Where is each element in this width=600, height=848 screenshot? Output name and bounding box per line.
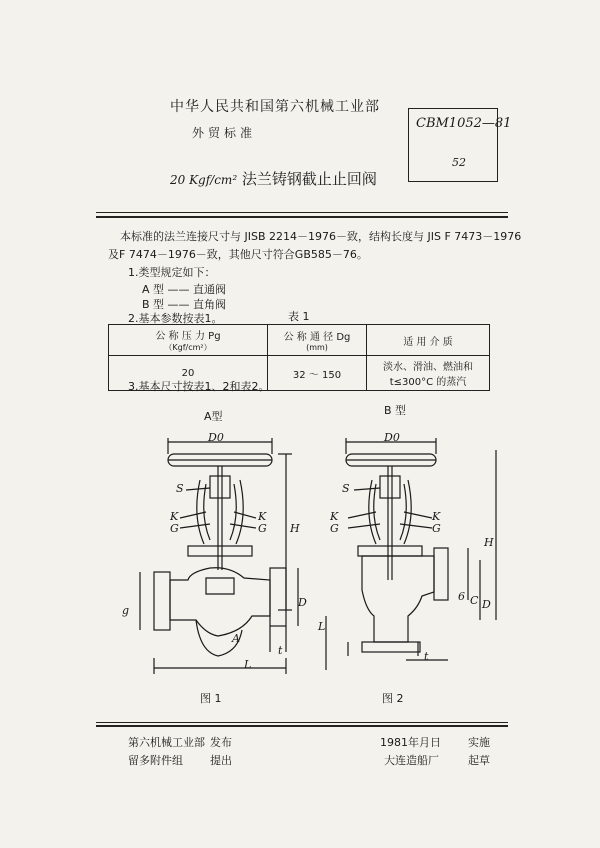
figure-b-drawing <box>318 420 500 690</box>
approver: 留多附件组 <box>128 754 183 767</box>
approve-label: 提出 <box>210 754 232 767</box>
footer-rule <box>96 725 508 727</box>
effective-label: 实施 <box>468 736 490 749</box>
figure-2-caption: 图 2 <box>382 692 404 705</box>
header-medium <box>367 325 490 356</box>
label-g-lower-a: g <box>122 604 130 617</box>
intro-line-1: 本标准的法兰连接尺寸与 JISB 2214－1976－致，结构长度与 JIS F 7473－1976 <box>120 230 522 243</box>
label-c-b: C <box>470 594 479 607</box>
issuer: 第六机械工业部 <box>128 736 205 749</box>
label-k-a-left: K <box>170 510 179 523</box>
label-d0-b: D0 <box>384 431 400 444</box>
header-diameter-unit: (mm) <box>306 343 328 352</box>
label-dg-b: 6 <box>458 590 465 603</box>
type-a: A 型 —— 直通阀 <box>142 283 227 296</box>
intro-line-2: 及F 7474－1976－致，其他尺寸符合GB585－76。 <box>108 248 368 261</box>
label-t-a: t <box>278 644 283 657</box>
figure-1-caption: 图 1 <box>200 692 222 705</box>
table1-caption: 表 1 <box>288 310 310 323</box>
cell-pressure: 20 <box>109 356 268 391</box>
effective-date: 1981年月日 <box>380 736 441 749</box>
drafter: 大连造船厂 <box>384 754 439 767</box>
label-g-b-left: G <box>330 522 339 535</box>
ministry-heading: 中华人民共和国第六机械工业部 <box>170 99 380 115</box>
item-2: 2.基本参数按表1。 <box>128 312 223 325</box>
label-g-a-left: G <box>170 522 179 535</box>
header-pressure-unit: （Kgf/cm²） <box>164 343 212 352</box>
cell-diameter: 32 ～ 150 <box>268 356 367 391</box>
figure-b-type-label: B 型 <box>384 404 407 417</box>
header-medium-main: 适 用 介 质 <box>403 336 453 348</box>
document-title <box>170 168 377 189</box>
item-1: 1.类型规定如下： <box>128 266 216 279</box>
header-diameter <box>268 325 367 356</box>
header-pressure <box>109 325 268 356</box>
figure-a-type-label: A型 <box>204 410 223 423</box>
label-s-a: S <box>176 482 184 495</box>
label-h-b: H <box>484 536 494 549</box>
label-k-b-right: K <box>432 510 441 523</box>
label-d0-a: D0 <box>208 431 224 444</box>
top-rule <box>96 212 508 213</box>
top-rule-thick <box>96 216 508 218</box>
header-diameter-main: 公 称 通 径 Dg <box>283 332 351 343</box>
label-a-a: A <box>232 632 240 645</box>
issue-label: 发布 <box>210 736 232 749</box>
footer-rule-thick <box>96 722 508 723</box>
label-s-b: S <box>342 482 350 495</box>
label-h-a: H <box>290 522 300 535</box>
label-g-b-right: G <box>432 522 441 535</box>
label-t-b: t <box>424 650 429 663</box>
label-l-a: L <box>244 658 252 671</box>
label-k-b-left: K <box>330 510 339 523</box>
cell-medium: 淡水、滑油、燃油和 t≤300°C 的蒸汽 <box>367 356 490 391</box>
label-g-a-right: G <box>258 522 267 535</box>
label-d-b: D <box>482 598 491 611</box>
title-name: 法兰铸钢截止止回阀 <box>241 170 377 188</box>
draft-tag: 外贸标准 <box>192 126 257 140</box>
draft-label: 起草 <box>468 754 490 767</box>
item-3: 3.基本尺寸按表1、2和表2。 <box>128 380 270 393</box>
label-k-a-right: K <box>258 510 267 523</box>
label-d-a: D <box>298 596 307 609</box>
standard-number: CBM1052—81 <box>416 116 512 131</box>
title-pressure: 20 Kgf/cm² <box>170 173 238 187</box>
label-l-b: L <box>318 620 326 633</box>
table-header-row <box>109 325 490 356</box>
header-pressure-main: 公 称 压 力 Pg <box>155 331 221 342</box>
standard-page: 52 <box>452 156 466 169</box>
type-b: B 型 —— 直角阀 <box>142 298 227 311</box>
